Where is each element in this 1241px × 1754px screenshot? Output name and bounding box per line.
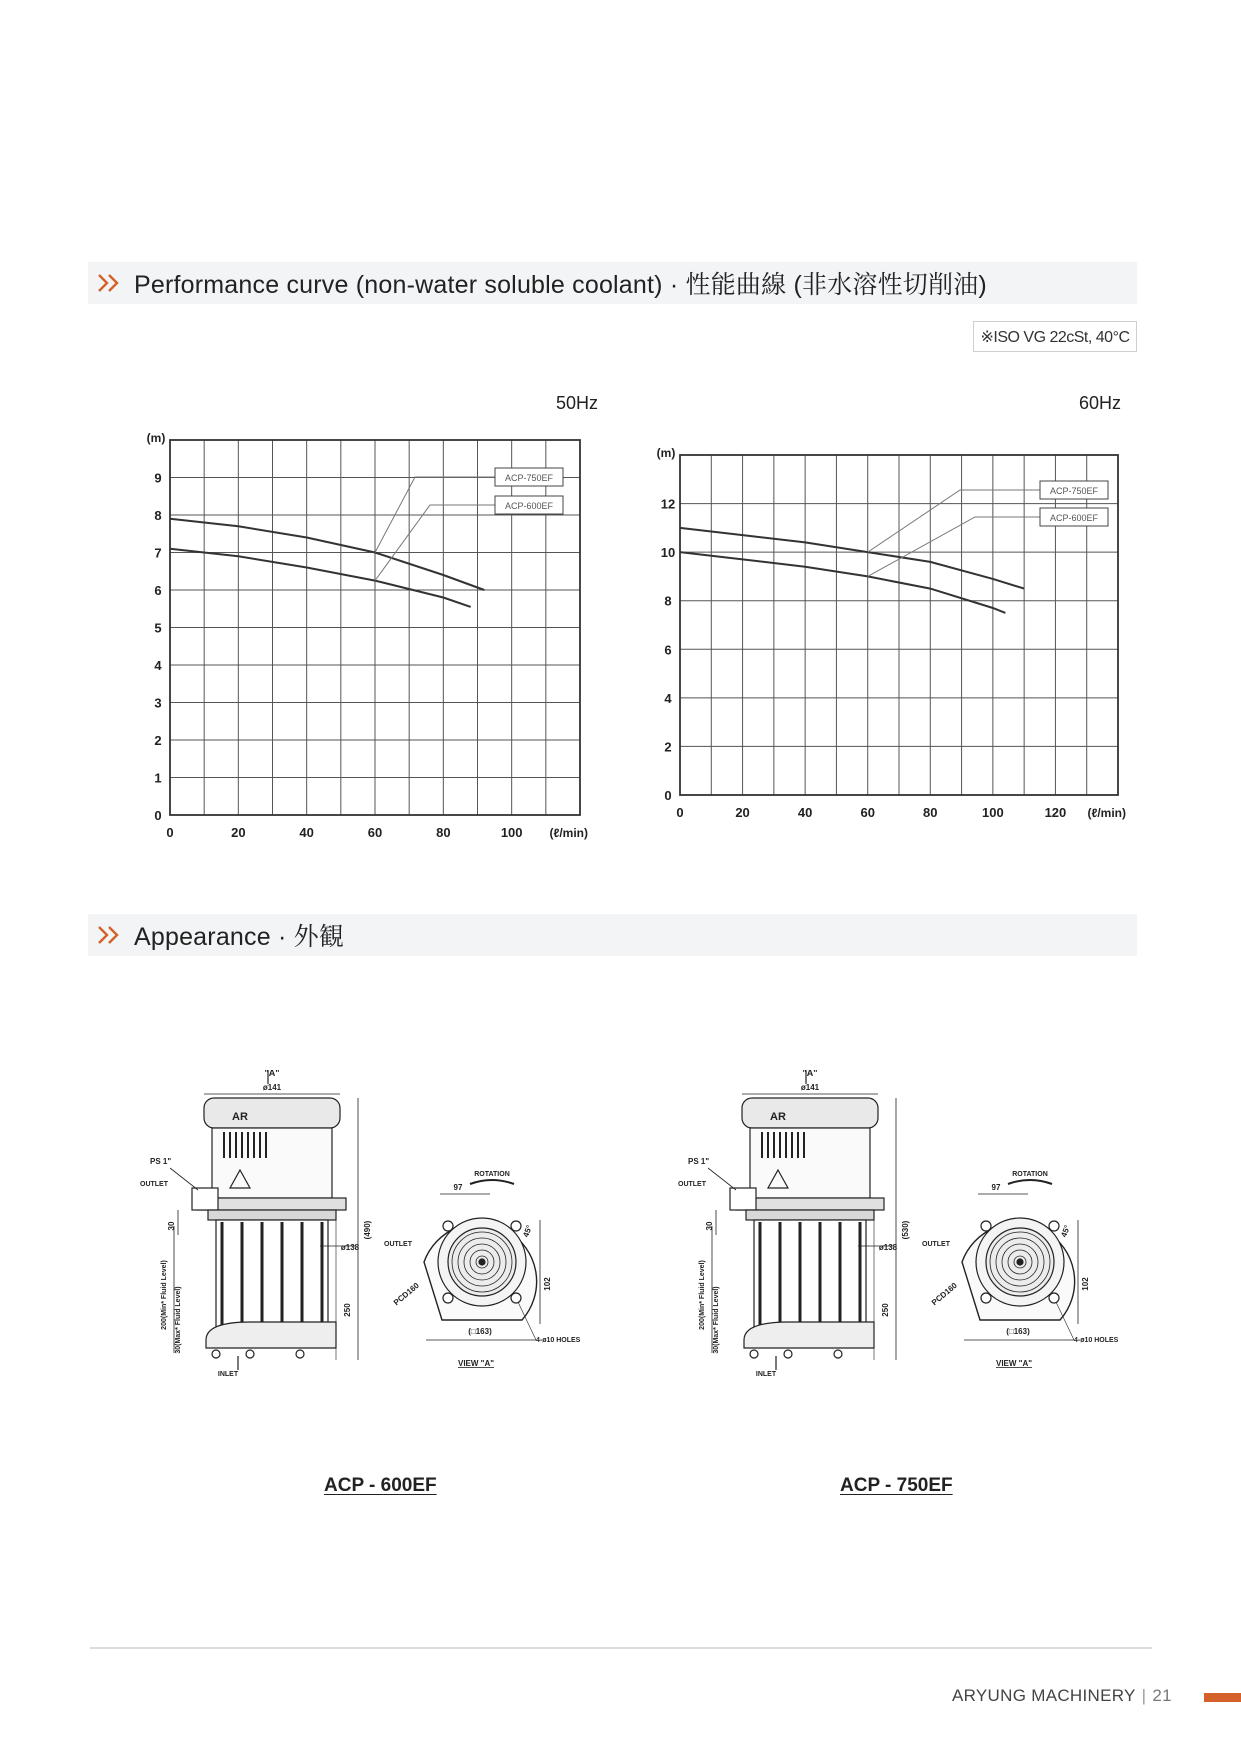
min-fluid-level: 200(Min* Fluid Level): [699, 1260, 706, 1330]
shaft-center: [479, 1259, 485, 1265]
min-fluid-level: 200(Min* Fluid Level): [161, 1260, 168, 1330]
chart-50hz: [120, 425, 610, 845]
x-tick-label: 0: [676, 805, 684, 820]
foot: [750, 1350, 758, 1358]
x-axis-label: (ℓ/min): [549, 826, 588, 840]
pcd-label: PCD160: [929, 1280, 959, 1308]
angle-label: 45°: [1059, 1223, 1072, 1239]
x-tick-label: 120: [1044, 805, 1067, 820]
leader: [170, 1168, 198, 1190]
inlet-label: INLET: [755, 1371, 777, 1378]
pump-base: [744, 1322, 874, 1348]
dim-30: 30: [167, 1221, 176, 1231]
page-number: 21: [1152, 1686, 1172, 1705]
motor-cap: [204, 1098, 340, 1128]
chart-60hz: [640, 440, 1130, 830]
dim-250: 250: [343, 1303, 352, 1317]
x-tick-label: 60: [367, 825, 383, 840]
y-tick-label: 3: [154, 695, 162, 711]
x-tick-label: 0: [166, 825, 174, 840]
viscosity-note: ※ISO VG 22cSt, 40°C: [973, 321, 1137, 352]
y-tick-label: 10: [660, 545, 676, 561]
y-tick-label: 2: [664, 739, 672, 755]
angle-label: 45°: [521, 1223, 534, 1239]
pump-column: [754, 1220, 866, 1330]
y-tick-label: 6: [154, 583, 162, 598]
motor-cap: [742, 1098, 878, 1128]
footer: [952, 1686, 1172, 1706]
foot: [784, 1350, 792, 1358]
outlet-pipe: [192, 1188, 218, 1210]
leader: [708, 1168, 736, 1190]
foot: [834, 1350, 842, 1358]
series-label: ACP-750EF: [1049, 486, 1099, 496]
pump-drawing-acp-600ef: [140, 1070, 620, 1430]
mount-hole: [981, 1293, 991, 1303]
max-fluid-level: 30(Max* Fluid Level): [175, 1286, 182, 1354]
rotation-arrow: [470, 1180, 514, 1184]
section-title: Appearance · 外観: [134, 923, 345, 951]
mount-hole: [981, 1221, 991, 1231]
ps-label: PS 1": [150, 1157, 172, 1166]
series-label: ACP-600EF: [1049, 513, 1099, 523]
x-tick-label: 40: [299, 825, 314, 840]
section-header-performance: [88, 262, 1137, 304]
footer-accent-bar: [1204, 1693, 1241, 1702]
y-tick-label: 0: [664, 788, 672, 803]
y-axis-label: (m): [146, 431, 166, 445]
y-tick-label: 7: [154, 545, 162, 561]
outlet-label-top: OUTLET: [384, 1241, 412, 1248]
chart-50hz-title: 50Hz: [556, 393, 599, 413]
holes-label: 4-ø10 HOLES: [536, 1337, 581, 1344]
dim-163: (□163): [1006, 1327, 1030, 1336]
mount-hole: [511, 1221, 521, 1231]
view-arrow-label: "A": [802, 1070, 818, 1078]
footer-separator: |: [1141, 1686, 1147, 1705]
y-tick-label: 0: [154, 808, 162, 823]
y-tick-label: 2: [154, 733, 162, 748]
shaft-center: [1017, 1259, 1023, 1265]
mount-hole: [511, 1293, 521, 1303]
dim-102: 102: [1081, 1277, 1090, 1291]
dim-163: (□163): [468, 1327, 492, 1336]
dim-30: 30: [705, 1221, 714, 1231]
mount-flange: [198, 1198, 346, 1210]
rotation-arrow: [1008, 1180, 1052, 1184]
dim-top-diameter: ø141: [262, 1083, 282, 1092]
x-axis-label: (ℓ/min): [1087, 806, 1126, 820]
x-tick-label: 40: [797, 805, 813, 820]
x-tick-label: 20: [735, 805, 750, 820]
view-arrow-label: "A": [264, 1070, 280, 1078]
x-tick-label: 20: [231, 825, 246, 840]
brand-mark: AR: [232, 1111, 248, 1123]
double-chevron-icon: [96, 925, 126, 945]
double-chevron-icon: [96, 273, 126, 293]
mount-hole: [1049, 1221, 1059, 1231]
chart-60hz-title: 60Hz: [1079, 393, 1122, 413]
y-tick-label: 4: [154, 658, 162, 673]
series-label: ACP-600EF: [504, 501, 554, 511]
x-tick-label: 80: [923, 805, 938, 820]
column-top: [208, 1210, 336, 1220]
dim-138: ø138: [340, 1243, 360, 1252]
y-tick-label: 5: [154, 620, 162, 636]
rotation-label: ROTATION: [1012, 1171, 1048, 1178]
ps-label: PS 1": [688, 1157, 710, 1166]
view-a-label: VIEW "A": [457, 1359, 495, 1368]
series-line: [170, 549, 471, 607]
y-tick-label: 6: [664, 642, 672, 658]
max-fluid-level: 30(Max* Fluid Level): [713, 1286, 720, 1354]
x-tick-label: 80: [436, 825, 451, 840]
mount-hole: [443, 1293, 453, 1303]
y-tick-label: 8: [664, 593, 672, 609]
dim-total: (490): [363, 1220, 372, 1240]
y-tick-label: 4: [664, 690, 672, 706]
mount-hole: [1049, 1293, 1059, 1303]
pump-column: [216, 1220, 328, 1330]
x-tick-label: 100: [500, 825, 523, 840]
dim-97: 97: [991, 1183, 1001, 1192]
y-tick-label: 1: [154, 770, 162, 786]
x-tick-label: 60: [860, 805, 875, 820]
pump-drawing-acp-750ef: [678, 1070, 1158, 1430]
y-axis-label: (m): [656, 446, 676, 460]
section-header-appearance: [88, 914, 1137, 956]
drawing-caption-acp-600ef: ACP - 600EF: [324, 1475, 437, 1496]
pump-base: [206, 1322, 336, 1348]
column-top: [746, 1210, 874, 1220]
rotation-label: ROTATION: [474, 1171, 510, 1178]
mount-hole: [443, 1221, 453, 1231]
dim-total: (530): [901, 1220, 910, 1240]
footer-divider: [90, 1647, 1152, 1649]
holes-label: 4-ø10 HOLES: [1074, 1337, 1119, 1344]
y-tick-label: 8: [154, 508, 162, 523]
brand-mark: AR: [770, 1111, 786, 1123]
dim-250: 250: [881, 1303, 890, 1317]
foot: [246, 1350, 254, 1358]
outlet-label: OUTLET: [140, 1181, 168, 1188]
series-line: [680, 552, 1005, 613]
inlet-label: INLET: [217, 1371, 239, 1378]
outlet-label: OUTLET: [678, 1181, 706, 1188]
series-label: ACP-750EF: [504, 473, 554, 483]
view-a-label: VIEW "A": [995, 1359, 1033, 1368]
dim-97: 97: [453, 1183, 463, 1192]
mount-flange: [736, 1198, 884, 1210]
outlet-label-top: OUTLET: [922, 1241, 950, 1248]
dim-top-diameter: ø141: [800, 1083, 820, 1092]
foot: [296, 1350, 304, 1358]
dim-138: ø138: [878, 1243, 898, 1252]
foot: [212, 1350, 220, 1358]
leader-line: [868, 490, 1040, 552]
y-tick-label: 9: [154, 470, 162, 486]
x-tick-label: 100: [982, 805, 1004, 820]
dim-102: 102: [543, 1277, 552, 1291]
footer-company: ARYUNG MACHINERY: [952, 1686, 1136, 1705]
section-title: Performance curve (non-water soluble coolant) · 性能曲線 (非水溶性切削油): [134, 271, 987, 299]
y-tick-label: 12: [660, 496, 676, 512]
outlet-pipe: [730, 1188, 756, 1210]
drawing-caption-acp-750ef: ACP - 750EF: [840, 1475, 953, 1496]
pcd-label: PCD160: [391, 1280, 421, 1308]
